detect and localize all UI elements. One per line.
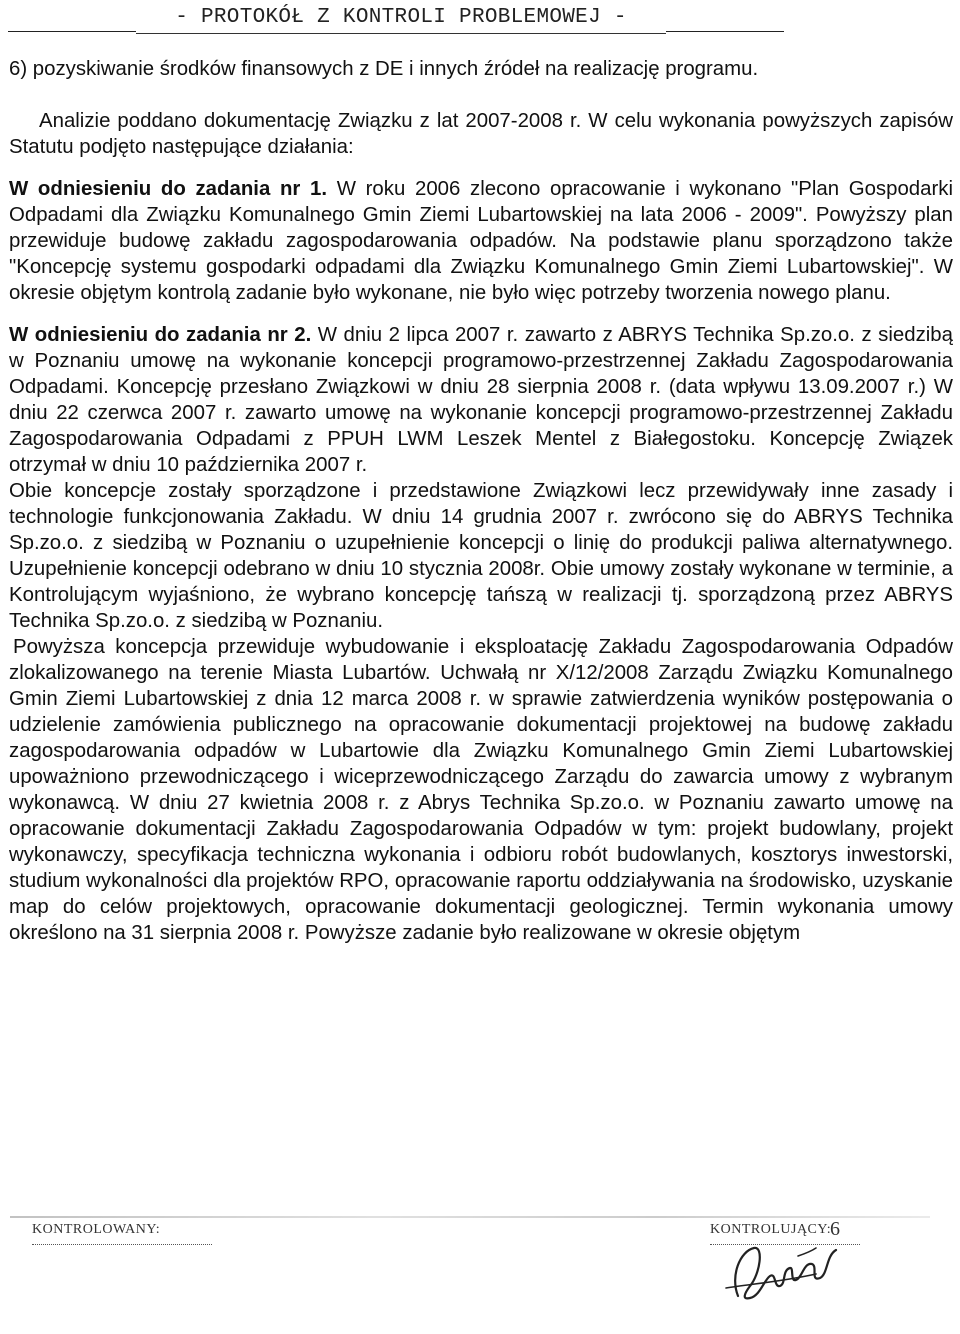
item-title: 6) pozyskiwanie środków finansowych z DE i innych źródeł na realizację programu. <box>9 58 759 80</box>
task2-text: W dniu 2 lipca 2007 r. zawarto z ABRYS Technika Sp.zo.o. z siedzibą w Poznaniu umowę na wykonanie koncepcji programowo-przestrzennej Zakładu Zagospodarowania Odpadami. Koncepcję przesłano Związkowi w dniu 28 sierpnia 2008 r. (data wpływu 13.09.2007 r.) W dniu 22 czerwca 2007 r. zawarto umowę na wykonanie koncepcji programowo-przestrzennej Zakładu Zagospodarowania Odpadami z PPUH LWM Leszek Mentel z Białegostoku. Koncepcję Związek otrzymał w dniu 10 października 2007 r. <box>9 324 953 476</box>
page-number: 6 <box>830 1218 840 1240</box>
paragraph-4: Powyższa koncepcja przewiduje wybudowanie i eksploatację Zakładu Zagospodarowania Odpadów zlokalizowanego na terenie Miasta Lubartów. Uchwałą nr X/12/2008 Zarządu Związku Komunalnego Gmin Ziemi Lubartowskiej z dnia 12 marca 2008 r. w sprawie zatwierdzenia wyników postępowania o udzielenie zamówienia publicznego na opracowanie dokumentacji projektowej na budowę zakładu zagospodarowania odpadów w Lubartowie dla Związku Komunalnego Gmin Ziemi Lubartowskiej upoważniono przewodniczącego i wiceprzewodniczącego Zarządu do zawarcia umowy z wybranym wykonawcą. W dniu 27 kwietnia 2008 r. z Abrys Technika Sp.zo.o. w Poznaniu zawarto umowę na opracowanie dokumentacji Zakładu Zagospodarowania Odpadów w tym: projekt budowlany, projekt wykonawczy, specyfikacja techniczna wykonania i odbioru robót budowlanych, kosztorys inwestorski, studium wykonalności dla projektów RPO, opracowanie raportu oddziaływania na środowisko, uzyskanie map do celów projektowych, opracowanie dokumentacji geologicznej. Termin wykonania umowy określono na 31 sierpnia 2008 r. Powyższe zadanie było realizowane w okresie objętym <box>9 636 953 944</box>
task1-text: W roku 2006 zlecono opracowanie i wykonano "Plan Gospodarki Odpadami dla Związku Komunalnego Gmin Ziemi Lubartowskiej na lata 2006 - 2009". Powyższy plan przewiduje budowę zakładu zagospodarowania odpadów. Na podstawie planu sporządzono także "Koncepcję systemu gospodarki odpadami dla Związku Komunalnego Gmin Ziemi Lubartowskiej". W okresie objętym kontrolą zadanie było wykonane, nie było więc potrzeby tworzenia nowego planu. <box>9 178 953 304</box>
header-title-underline <box>136 33 666 34</box>
paragraph-3: Obie koncepcje zostały sporządzone i przedstawione Związkowi lecz przewidywały inne zasady i technologie funkcjonowania Zakładu. W dniu 14 grudnia 2007 r. zwrócono się do ABRYS Technika Sp.zo.o. z siedzibą w Poznaniu o uzupełnienie koncepcji o linię do produkcji paliwa alternatywnego. Uzupełnienie koncepcji odebrano w dniu 10 stycznia 2008r. Obie umowy zostały wykonane w terminie, a Kontrolującym wyjaśniono, że wybrano koncepcję tańszą w realizacji tj. sporządzoną przez ABRYS Technika Sp.zo.o. z siedzibą w Poznaniu. <box>9 480 953 632</box>
task2-heading: W odniesieniu do zadania nr 2. <box>9 324 312 346</box>
footer-controllers-label: KONTROLUJĄCY: <box>710 1222 832 1237</box>
header-title: - PROTOKÓŁ Z KONTROLI PROBLEMOWEJ - <box>175 6 627 29</box>
task1-heading: W odniesieniu do zadania nr 1. <box>9 178 328 200</box>
footer-scan-band <box>10 1216 930 1218</box>
header-rule-left <box>8 31 136 32</box>
document-body <box>9 56 953 946</box>
footer-controlled-label: KONTROLOWANY: <box>32 1222 161 1237</box>
page-footer <box>30 1212 930 1322</box>
task1-paragraph <box>9 176 953 306</box>
intro-paragraph: Analizie poddano dokumentację Związku z lat 2007-2008 r. W celu wykonania powyższych zapisów Statutu podjęto następujące działania: <box>9 110 953 158</box>
footer-controlled-signature-line <box>32 1244 212 1245</box>
header-rule-right <box>666 31 784 32</box>
page-header <box>0 4 960 34</box>
handwritten-signature <box>720 1226 850 1316</box>
task2-paragraph <box>9 322 953 478</box>
